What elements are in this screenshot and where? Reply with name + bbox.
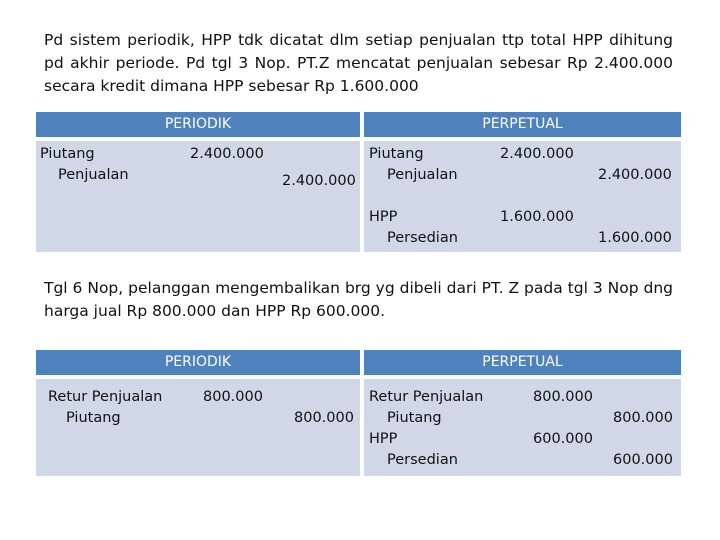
body-divider	[360, 141, 364, 252]
table-body	[36, 379, 681, 476]
perpetual-entry2-debit-amount: 1.600.000	[500, 209, 574, 225]
body-divider	[360, 379, 364, 476]
perpetual-entry1-debit-amount: 800.000	[533, 389, 593, 405]
perpetual-entry1-credit-amount: 2.400.000	[598, 167, 672, 183]
periodik-debit-amount: 800.000	[203, 389, 263, 405]
header-perpetual: PERPETUAL	[482, 116, 563, 132]
perpetual-entry2-credit-account: Persedian	[387, 230, 458, 246]
perpetual-entry1-credit-amount: 800.000	[613, 410, 673, 426]
header-periodik: PERIODIK	[164, 354, 232, 370]
periodik-credit-account: Penjualan	[58, 167, 129, 183]
perpetual-entry2-credit-account: Persedian	[387, 452, 458, 468]
periodik-credit-amount: 2.400.000	[282, 173, 356, 189]
perpetual-entry2-debit-account: HPP	[369, 431, 398, 447]
perpetual-entry1-debit-account: Piutang	[369, 146, 424, 162]
perpetual-entry1-credit-account: Piutang	[387, 410, 442, 426]
perpetual-entry1-debit-amount: 2.400.000	[500, 146, 574, 162]
periodik-debit-account: Piutang	[40, 146, 95, 162]
perpetual-entry1-credit-account: Penjualan	[387, 167, 458, 183]
paragraph-intro: Pd sistem periodik, HPP tdk dicatat dlm setiap penjualan ttp total HPP dihitung pd akhir periode. Pd tgl 3 Nop. PT.Z mencatat penjualan sebesar Rp 2.400.000 secara kredit dimana HPP sebesar Rp 1.600.000	[44, 31, 673, 95]
periodik-credit-account: Piutang	[66, 410, 121, 426]
perpetual-entry2-credit-amount: 600.000	[613, 452, 673, 468]
perpetual-entry1-debit-account: Retur Penjualan	[369, 389, 484, 405]
table-header	[36, 350, 681, 375]
table-header	[36, 112, 681, 137]
header-perpetual: PERPETUAL	[482, 354, 563, 370]
table-body	[36, 141, 681, 252]
perpetual-entry2-debit-account: HPP	[369, 209, 398, 225]
periodik-credit-amount: 800.000	[294, 410, 354, 426]
perpetual-entry2-credit-amount: 1.600.000	[598, 230, 672, 246]
periodik-debit-account: Retur Penjualan	[48, 389, 163, 405]
paragraph-return: Tgl 6 Nop, pelanggan mengembalikan brg yg dibeli dari PT. Z pada tgl 3 Nop dng harga jual Rp 800.000 dan HPP Rp 600.000.	[44, 279, 673, 320]
header-periodik: PERIODIK	[164, 116, 232, 132]
perpetual-entry2-debit-amount: 600.000	[533, 431, 593, 447]
periodik-debit-amount: 2.400.000	[190, 146, 264, 162]
